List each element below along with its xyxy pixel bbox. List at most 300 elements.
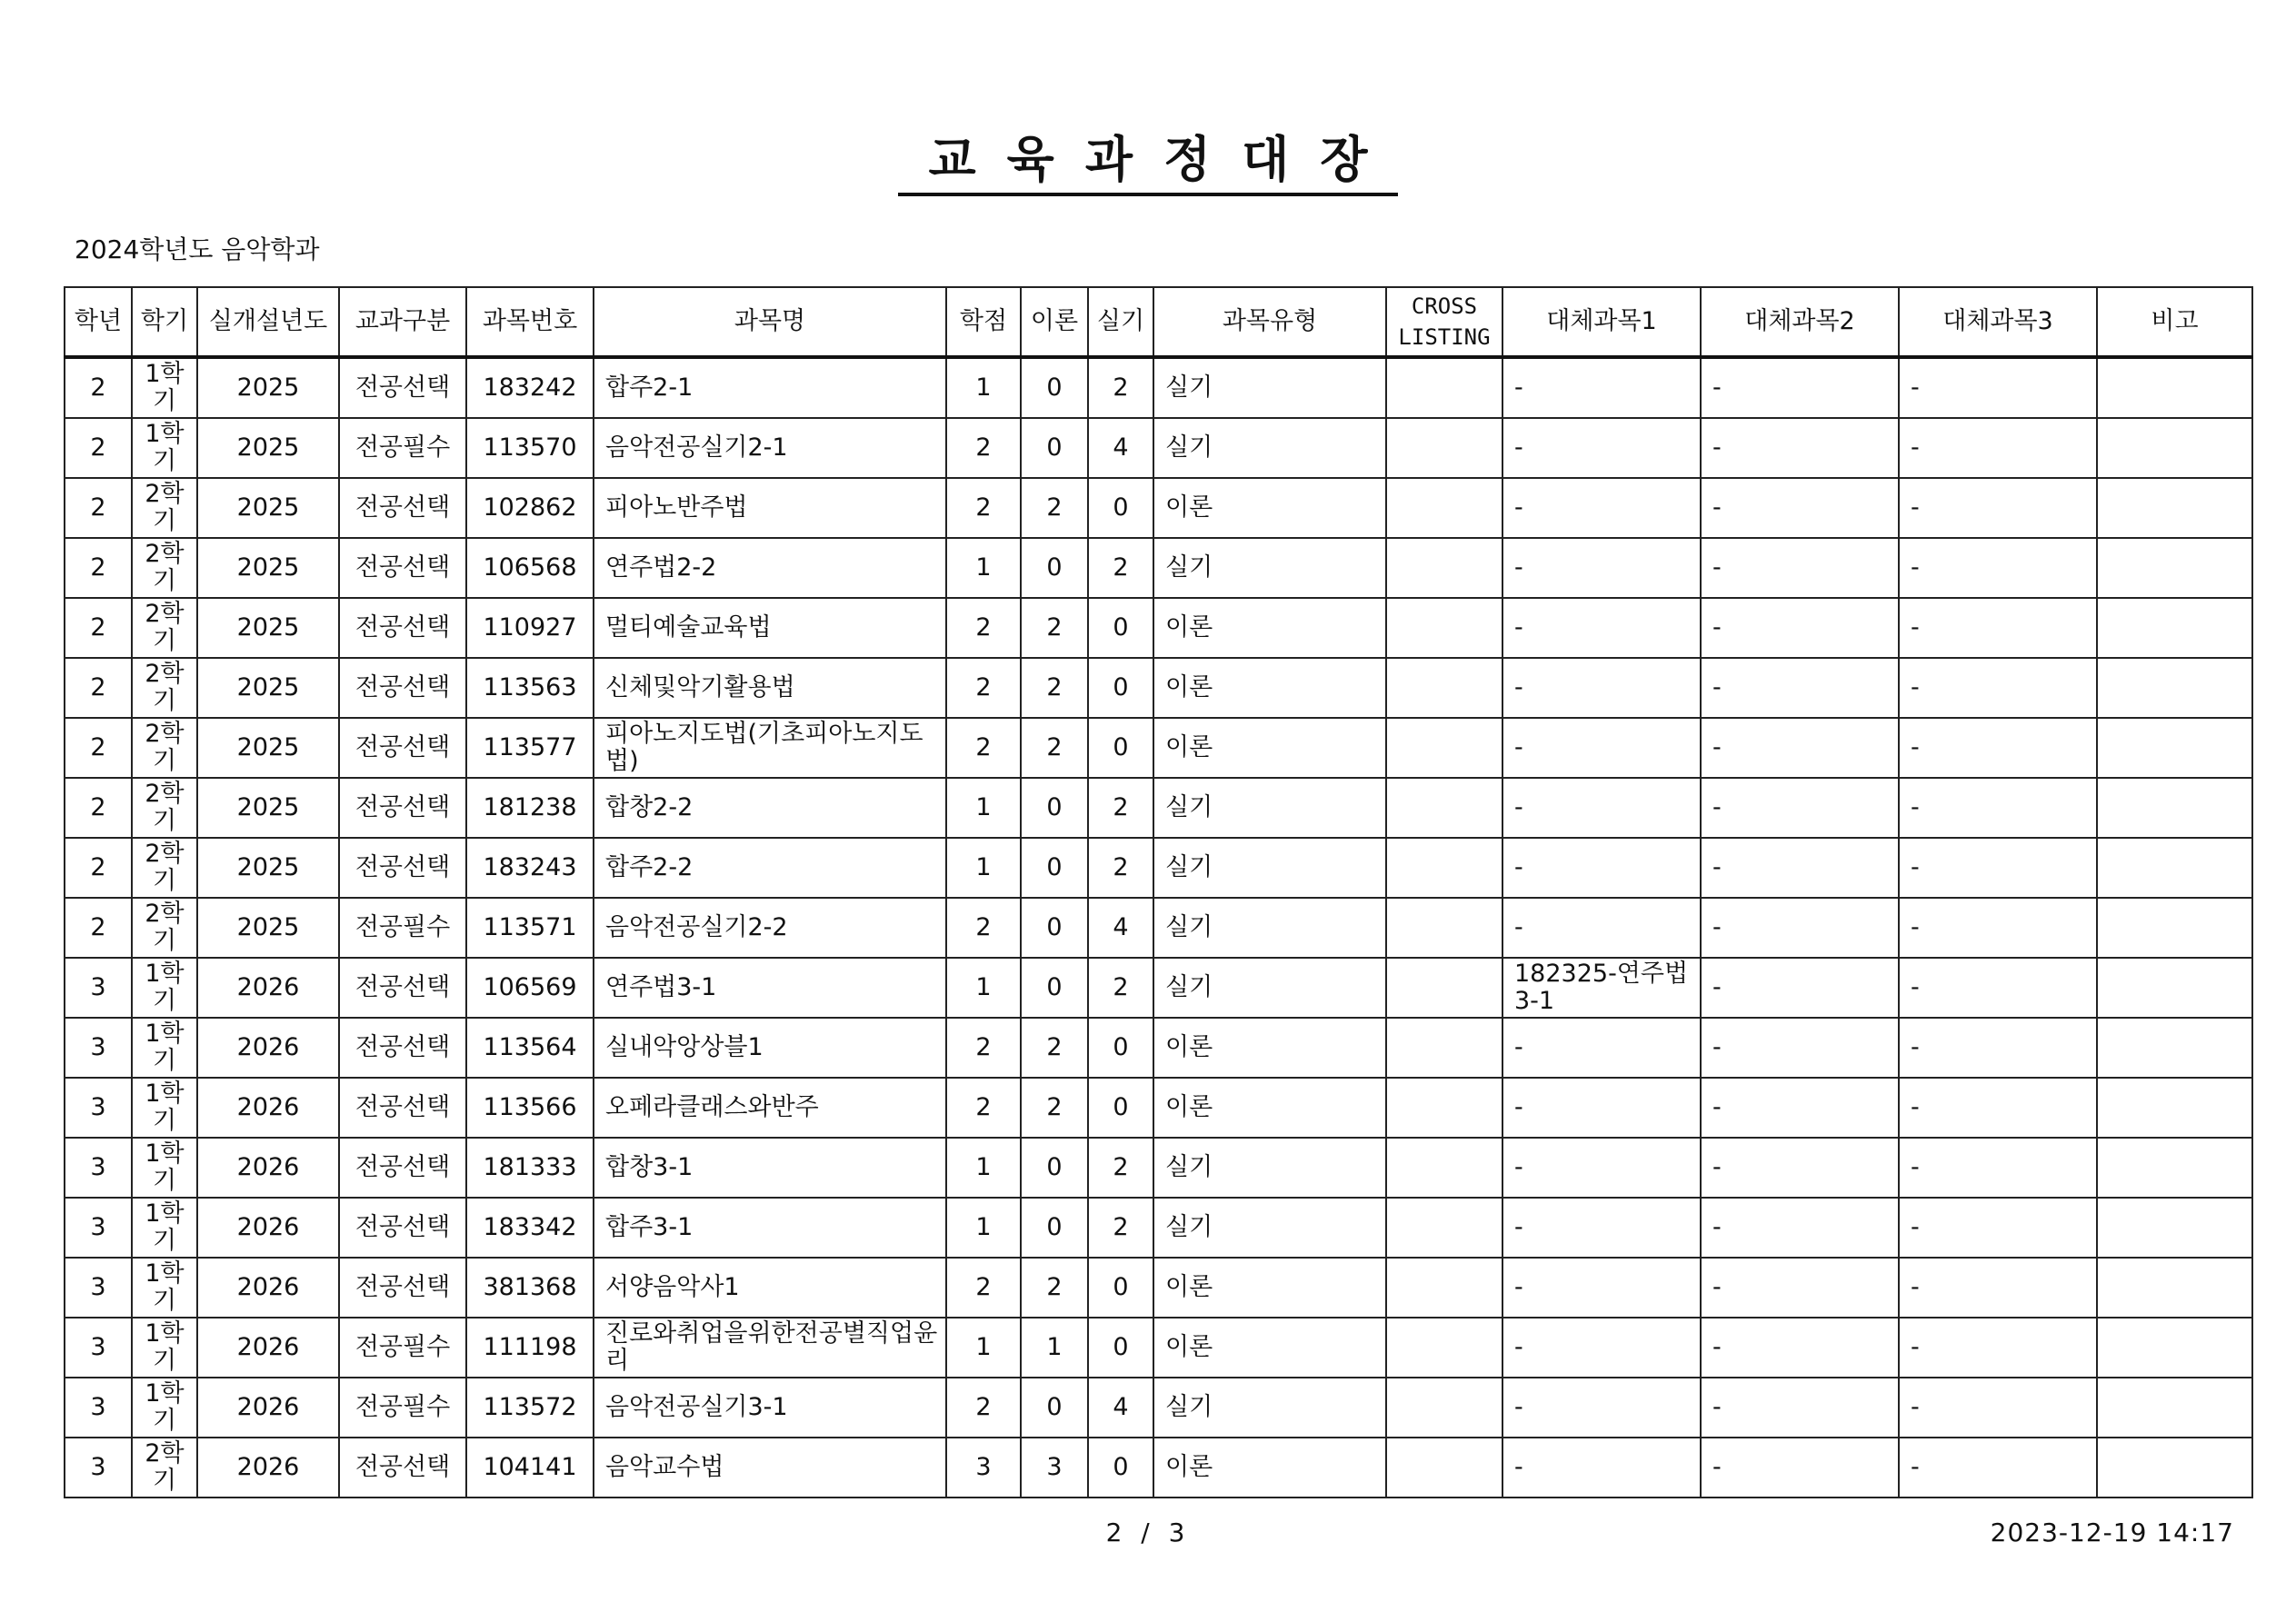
cross-listing-cell bbox=[1386, 1438, 1502, 1498]
course-type-cell: 실기 bbox=[1153, 778, 1386, 838]
credit-cell: 1 bbox=[946, 1138, 1021, 1198]
course-name-cell: 합창2-2 bbox=[594, 778, 946, 838]
theory-cell: 2 bbox=[1021, 658, 1088, 718]
semester-cell: 2학기 bbox=[132, 598, 197, 658]
course-number-cell: 113577 bbox=[466, 718, 594, 778]
semester-cell: 1학기 bbox=[132, 1378, 197, 1438]
course-type-cell: 실기 bbox=[1153, 958, 1386, 1018]
course-name-cell: 음악교수법 bbox=[594, 1438, 946, 1498]
course-name-cell: 음악전공실기2-1 bbox=[594, 418, 946, 478]
theory-cell: 0 bbox=[1021, 838, 1088, 898]
remarks-cell bbox=[2097, 658, 2252, 718]
course-name-cell: 음악전공실기2-2 bbox=[594, 898, 946, 958]
open-year-cell: 2026 bbox=[197, 1258, 339, 1318]
course-number-cell: 113563 bbox=[466, 658, 594, 718]
course-number-cell: 106568 bbox=[466, 538, 594, 598]
course-name-cell: 실내악앙상블1 bbox=[594, 1018, 946, 1078]
theory-cell: 0 bbox=[1021, 357, 1088, 418]
semester-cell: 2학기 bbox=[132, 718, 197, 778]
table-row bbox=[65, 838, 2252, 898]
remarks-cell bbox=[2097, 478, 2252, 538]
substitute-course-1-cell: - bbox=[1502, 478, 1701, 538]
table-row bbox=[65, 898, 2252, 958]
substitute-course-3-cell: - bbox=[1899, 357, 2097, 418]
practice-cell: 2 bbox=[1088, 357, 1153, 418]
course-number-cell: 111198 bbox=[466, 1318, 594, 1378]
cross-listing-cell bbox=[1386, 357, 1502, 418]
cross-listing-cell bbox=[1386, 1138, 1502, 1198]
theory-cell: 0 bbox=[1021, 418, 1088, 478]
substitute-course-3-cell: - bbox=[1899, 538, 2097, 598]
credit-cell: 2 bbox=[946, 598, 1021, 658]
grade-cell: 3 bbox=[65, 1138, 132, 1198]
grade-cell: 2 bbox=[65, 718, 132, 778]
theory-cell: 0 bbox=[1021, 1198, 1088, 1258]
open-year-cell: 2025 bbox=[197, 838, 339, 898]
substitute-course-1-cell: - bbox=[1502, 1018, 1701, 1078]
course-name-cell: 연주법3-1 bbox=[594, 958, 946, 1018]
course-category-cell: 전공선택 bbox=[339, 778, 466, 838]
substitute-course-2-cell: - bbox=[1701, 418, 1899, 478]
theory-cell: 0 bbox=[1021, 1378, 1088, 1438]
practice-cell: 2 bbox=[1088, 1138, 1153, 1198]
course-category-cell: 전공선택 bbox=[339, 598, 466, 658]
credit-cell: 2 bbox=[946, 1018, 1021, 1078]
grade-cell: 3 bbox=[65, 1438, 132, 1498]
semester-cell: 2학기 bbox=[132, 1438, 197, 1498]
table-body bbox=[65, 357, 2252, 1498]
substitute-course-2-cell: - bbox=[1701, 1078, 1899, 1138]
practice-cell: 4 bbox=[1088, 898, 1153, 958]
table-row bbox=[65, 658, 2252, 718]
table-row bbox=[65, 478, 2252, 538]
table-row bbox=[65, 418, 2252, 478]
substitute-course-3-cell: - bbox=[1899, 1318, 2097, 1378]
course-name-cell: 피아노지도법(기초피아노지도법) bbox=[594, 718, 946, 778]
course-category-cell: 전공선택 bbox=[339, 1258, 466, 1318]
course-number-cell: 183243 bbox=[466, 838, 594, 898]
course-type-cell: 이론 bbox=[1153, 1018, 1386, 1078]
credit-cell: 1 bbox=[946, 838, 1021, 898]
grade-cell: 2 bbox=[65, 598, 132, 658]
course-number-cell: 113566 bbox=[466, 1078, 594, 1138]
grade-cell: 2 bbox=[65, 898, 132, 958]
grade-cell: 3 bbox=[65, 1198, 132, 1258]
cross-listing-cell bbox=[1386, 418, 1502, 478]
substitute-course-1-cell: - bbox=[1502, 357, 1701, 418]
remarks-cell bbox=[2097, 357, 2252, 418]
course-category-cell: 전공선택 bbox=[339, 357, 466, 418]
substitute-course-3-cell: - bbox=[1899, 658, 2097, 718]
course-number-cell: 181238 bbox=[466, 778, 594, 838]
course-category-cell: 전공선택 bbox=[339, 1138, 466, 1198]
curriculum-table bbox=[64, 286, 2253, 1498]
theory-cell: 1 bbox=[1021, 1318, 1088, 1378]
table-row bbox=[65, 538, 2252, 598]
practice-cell: 2 bbox=[1088, 1198, 1153, 1258]
substitute-course-3-cell: - bbox=[1899, 598, 2097, 658]
substitute-course-3-cell: - bbox=[1899, 1378, 2097, 1438]
substitute-course-1-cell: - bbox=[1502, 718, 1701, 778]
substitute-course-3-cell: - bbox=[1899, 1438, 2097, 1498]
substitute-course-2-cell: - bbox=[1701, 1258, 1899, 1318]
substitute-course-1-cell: - bbox=[1502, 538, 1701, 598]
practice-cell: 0 bbox=[1088, 1258, 1153, 1318]
practice-cell: 0 bbox=[1088, 478, 1153, 538]
course-category-cell: 전공필수 bbox=[339, 1318, 466, 1378]
theory-cell: 2 bbox=[1021, 1258, 1088, 1318]
practice-cell: 0 bbox=[1088, 1078, 1153, 1138]
substitute-course-2-cell: - bbox=[1701, 718, 1899, 778]
substitute-course-3-cell: - bbox=[1899, 778, 2097, 838]
course-name-cell: 신체및악기활용법 bbox=[594, 658, 946, 718]
cross-listing-cell bbox=[1386, 778, 1502, 838]
credit-cell: 2 bbox=[946, 1378, 1021, 1438]
semester-cell: 1학기 bbox=[132, 1138, 197, 1198]
cross-listing-cell bbox=[1386, 1078, 1502, 1138]
substitute-course-2-cell: - bbox=[1701, 658, 1899, 718]
grade-cell: 2 bbox=[65, 538, 132, 598]
practice-cell: 0 bbox=[1088, 598, 1153, 658]
substitute-course-1-cell: - bbox=[1502, 598, 1701, 658]
practice-cell: 0 bbox=[1088, 1438, 1153, 1498]
credit-cell: 2 bbox=[946, 418, 1021, 478]
credit-cell: 2 bbox=[946, 898, 1021, 958]
course-name-cell: 서양음악사1 bbox=[594, 1258, 946, 1318]
remarks-cell bbox=[2097, 958, 2252, 1018]
header-cell: 학기 bbox=[132, 287, 197, 357]
header-row bbox=[65, 287, 2252, 357]
semester-cell: 1학기 bbox=[132, 1078, 197, 1138]
header-cell: 이론 bbox=[1021, 287, 1088, 357]
practice-cell: 0 bbox=[1088, 658, 1153, 718]
document-title: 교육과정대장 bbox=[898, 127, 1399, 196]
substitute-course-1-cell: - bbox=[1502, 1198, 1701, 1258]
semester-cell: 1학기 bbox=[132, 418, 197, 478]
grade-cell: 3 bbox=[65, 1318, 132, 1378]
course-type-cell: 실기 bbox=[1153, 1378, 1386, 1438]
document-subtitle: 2024학년도 음악학과 bbox=[75, 234, 320, 264]
substitute-course-1-cell: - bbox=[1502, 1438, 1701, 1498]
cross-listing-cell bbox=[1386, 1378, 1502, 1438]
course-category-cell: 전공선택 bbox=[339, 838, 466, 898]
credit-cell: 1 bbox=[946, 538, 1021, 598]
course-type-cell: 실기 bbox=[1153, 418, 1386, 478]
open-year-cell: 2025 bbox=[197, 898, 339, 958]
course-category-cell: 전공선택 bbox=[339, 538, 466, 598]
substitute-course-1-cell: - bbox=[1502, 418, 1701, 478]
credit-cell: 2 bbox=[946, 718, 1021, 778]
remarks-cell bbox=[2097, 598, 2252, 658]
substitute-course-2-cell: - bbox=[1701, 1378, 1899, 1438]
semester-cell: 1학기 bbox=[132, 1318, 197, 1378]
table-row bbox=[65, 1138, 2252, 1198]
header-cell: 과목번호 bbox=[466, 287, 594, 357]
course-type-cell: 이론 bbox=[1153, 1438, 1386, 1498]
practice-cell: 2 bbox=[1088, 538, 1153, 598]
course-number-cell: 102862 bbox=[466, 478, 594, 538]
cross-listing-cell bbox=[1386, 598, 1502, 658]
credit-cell: 3 bbox=[946, 1438, 1021, 1498]
theory-cell: 0 bbox=[1021, 1138, 1088, 1198]
semester-cell: 2학기 bbox=[132, 478, 197, 538]
grade-cell: 3 bbox=[65, 1078, 132, 1138]
table-row bbox=[65, 1018, 2252, 1078]
theory-cell: 2 bbox=[1021, 478, 1088, 538]
course-number-cell: 183342 bbox=[466, 1198, 594, 1258]
credit-cell: 2 bbox=[946, 1078, 1021, 1138]
cross-listing-cell bbox=[1386, 838, 1502, 898]
table-row bbox=[65, 778, 2252, 838]
course-name-cell: 합창3-1 bbox=[594, 1138, 946, 1198]
grade-cell: 2 bbox=[65, 658, 132, 718]
header-cell: 대체과목2 bbox=[1701, 287, 1899, 357]
theory-cell: 3 bbox=[1021, 1438, 1088, 1498]
course-type-cell: 실기 bbox=[1153, 898, 1386, 958]
course-name-cell: 음악전공실기3-1 bbox=[594, 1378, 946, 1438]
grade-cell: 3 bbox=[65, 958, 132, 1018]
open-year-cell: 2025 bbox=[197, 718, 339, 778]
substitute-course-1-cell: - bbox=[1502, 778, 1701, 838]
course-name-cell: 오페라클래스와반주 bbox=[594, 1078, 946, 1138]
substitute-course-3-cell: - bbox=[1899, 958, 2097, 1018]
substitute-course-3-cell: - bbox=[1899, 898, 2097, 958]
substitute-course-3-cell: - bbox=[1899, 1018, 2097, 1078]
substitute-course-3-cell: - bbox=[1899, 1078, 2097, 1138]
course-number-cell: 104141 bbox=[466, 1438, 594, 1498]
substitute-course-2-cell: - bbox=[1701, 1018, 1899, 1078]
table-row bbox=[65, 1318, 2252, 1378]
table-row bbox=[65, 1258, 2252, 1318]
credit-cell: 2 bbox=[946, 478, 1021, 538]
substitute-course-2-cell: - bbox=[1701, 598, 1899, 658]
course-type-cell: 이론 bbox=[1153, 1258, 1386, 1318]
course-name-cell: 합주3-1 bbox=[594, 1198, 946, 1258]
substitute-course-3-cell: - bbox=[1899, 1258, 2097, 1318]
remarks-cell bbox=[2097, 718, 2252, 778]
open-year-cell: 2025 bbox=[197, 357, 339, 418]
cross-listing-cell bbox=[1386, 478, 1502, 538]
substitute-course-2-cell: - bbox=[1701, 1138, 1899, 1198]
grade-cell: 2 bbox=[65, 418, 132, 478]
credit-cell: 2 bbox=[946, 658, 1021, 718]
substitute-course-3-cell: - bbox=[1899, 1138, 2097, 1198]
semester-cell: 2학기 bbox=[132, 538, 197, 598]
substitute-course-2-cell: - bbox=[1701, 838, 1899, 898]
header-cell: 실개설년도 bbox=[197, 287, 339, 357]
table-row bbox=[65, 718, 2252, 778]
course-category-cell: 전공필수 bbox=[339, 418, 466, 478]
practice-cell: 0 bbox=[1088, 718, 1153, 778]
theory-cell: 0 bbox=[1021, 898, 1088, 958]
grade-cell: 2 bbox=[65, 478, 132, 538]
open-year-cell: 2026 bbox=[197, 1438, 339, 1498]
course-number-cell: 113564 bbox=[466, 1018, 594, 1078]
header-cell: 과목명 bbox=[594, 287, 946, 357]
course-number-cell: 183242 bbox=[466, 357, 594, 418]
header-cell: 대체과목1 bbox=[1502, 287, 1701, 357]
page-number: 2 / 3 bbox=[1105, 1518, 1191, 1547]
open-year-cell: 2025 bbox=[197, 418, 339, 478]
table-row bbox=[65, 958, 2252, 1018]
open-year-cell: 2026 bbox=[197, 1378, 339, 1438]
grade-cell: 3 bbox=[65, 1378, 132, 1438]
remarks-cell bbox=[2097, 1318, 2252, 1378]
course-type-cell: 실기 bbox=[1153, 1138, 1386, 1198]
table-row bbox=[65, 1198, 2252, 1258]
open-year-cell: 2025 bbox=[197, 478, 339, 538]
open-year-cell: 2025 bbox=[197, 778, 339, 838]
cross-listing-cell bbox=[1386, 898, 1502, 958]
grade-cell: 3 bbox=[65, 1258, 132, 1318]
credit-cell: 1 bbox=[946, 1318, 1021, 1378]
practice-cell: 2 bbox=[1088, 838, 1153, 898]
header-cell: 대체과목3 bbox=[1899, 287, 2097, 357]
course-number-cell: 113572 bbox=[466, 1378, 594, 1438]
course-number-cell: 113571 bbox=[466, 898, 594, 958]
open-year-cell: 2026 bbox=[197, 1198, 339, 1258]
course-category-cell: 전공필수 bbox=[339, 1378, 466, 1438]
open-year-cell: 2026 bbox=[197, 1318, 339, 1378]
practice-cell: 4 bbox=[1088, 418, 1153, 478]
theory-cell: 0 bbox=[1021, 778, 1088, 838]
course-number-cell: 381368 bbox=[466, 1258, 594, 1318]
credit-cell: 2 bbox=[946, 1258, 1021, 1318]
theory-cell: 0 bbox=[1021, 538, 1088, 598]
credit-cell: 1 bbox=[946, 958, 1021, 1018]
substitute-course-3-cell: - bbox=[1899, 478, 2097, 538]
cross-listing-cell bbox=[1386, 1258, 1502, 1318]
course-category-cell: 전공선택 bbox=[339, 658, 466, 718]
substitute-course-1-cell: 182325-연주법3-1 bbox=[1502, 958, 1701, 1018]
remarks-cell bbox=[2097, 1018, 2252, 1078]
substitute-course-3-cell: - bbox=[1899, 838, 2097, 898]
course-type-cell: 실기 bbox=[1153, 538, 1386, 598]
substitute-course-1-cell: - bbox=[1502, 1378, 1701, 1438]
course-category-cell: 전공선택 bbox=[339, 718, 466, 778]
table-row bbox=[65, 598, 2252, 658]
remarks-cell bbox=[2097, 838, 2252, 898]
remarks-cell bbox=[2097, 538, 2252, 598]
remarks-cell bbox=[2097, 1138, 2252, 1198]
substitute-course-3-cell: - bbox=[1899, 418, 2097, 478]
substitute-course-2-cell: - bbox=[1701, 538, 1899, 598]
practice-cell: 0 bbox=[1088, 1018, 1153, 1078]
cross-listing-cell bbox=[1386, 658, 1502, 718]
substitute-course-2-cell: - bbox=[1701, 478, 1899, 538]
substitute-course-1-cell: - bbox=[1502, 1138, 1701, 1198]
open-year-cell: 2025 bbox=[197, 658, 339, 718]
remarks-cell bbox=[2097, 1078, 2252, 1138]
course-category-cell: 전공선택 bbox=[339, 1018, 466, 1078]
course-number-cell: 106569 bbox=[466, 958, 594, 1018]
document-title-wrap bbox=[0, 127, 2296, 196]
course-type-cell: 실기 bbox=[1153, 1198, 1386, 1258]
substitute-course-1-cell: - bbox=[1502, 1258, 1701, 1318]
table-row bbox=[65, 1378, 2252, 1438]
course-number-cell: 113570 bbox=[466, 418, 594, 478]
print-timestamp: 2023-12-19 14:17 bbox=[1990, 1518, 2234, 1547]
open-year-cell: 2026 bbox=[197, 1018, 339, 1078]
credit-cell: 1 bbox=[946, 357, 1021, 418]
course-type-cell: 이론 bbox=[1153, 478, 1386, 538]
open-year-cell: 2026 bbox=[197, 1078, 339, 1138]
cross-listing-cell bbox=[1386, 958, 1502, 1018]
remarks-cell bbox=[2097, 778, 2252, 838]
grade-cell: 2 bbox=[65, 778, 132, 838]
course-type-cell: 이론 bbox=[1153, 658, 1386, 718]
remarks-cell bbox=[2097, 1258, 2252, 1318]
substitute-course-1-cell: - bbox=[1502, 658, 1701, 718]
course-name-cell: 연주법2-2 bbox=[594, 538, 946, 598]
cross-listing-cell bbox=[1386, 538, 1502, 598]
substitute-course-2-cell: - bbox=[1701, 1198, 1899, 1258]
semester-cell: 1학기 bbox=[132, 357, 197, 418]
course-category-cell: 전공필수 bbox=[339, 898, 466, 958]
header-cell: 학점 bbox=[946, 287, 1021, 357]
semester-cell: 2학기 bbox=[132, 838, 197, 898]
table-row bbox=[65, 1438, 2252, 1498]
practice-cell: 0 bbox=[1088, 1318, 1153, 1378]
theory-cell: 0 bbox=[1021, 958, 1088, 1018]
course-name-cell: 합주2-1 bbox=[594, 357, 946, 418]
course-category-cell: 전공선택 bbox=[339, 478, 466, 538]
substitute-course-3-cell: - bbox=[1899, 1198, 2097, 1258]
grade-cell: 3 bbox=[65, 1018, 132, 1078]
substitute-course-2-cell: - bbox=[1701, 958, 1899, 1018]
cross-listing-cell bbox=[1386, 1018, 1502, 1078]
remarks-cell bbox=[2097, 418, 2252, 478]
course-category-cell: 전공선택 bbox=[339, 1078, 466, 1138]
practice-cell: 2 bbox=[1088, 958, 1153, 1018]
open-year-cell: 2025 bbox=[197, 598, 339, 658]
course-name-cell: 합주2-2 bbox=[594, 838, 946, 898]
cross-listing-cell bbox=[1386, 718, 1502, 778]
course-category-cell: 전공선택 bbox=[339, 1198, 466, 1258]
course-name-cell: 피아노반주법 bbox=[594, 478, 946, 538]
header-cell: 학년 bbox=[65, 287, 132, 357]
practice-cell: 2 bbox=[1088, 778, 1153, 838]
remarks-cell bbox=[2097, 1378, 2252, 1438]
substitute-course-2-cell: - bbox=[1701, 357, 1899, 418]
open-year-cell: 2026 bbox=[197, 1138, 339, 1198]
table-row bbox=[65, 357, 2252, 418]
credit-cell: 1 bbox=[946, 778, 1021, 838]
substitute-course-2-cell: - bbox=[1701, 1438, 1899, 1498]
course-type-cell: 이론 bbox=[1153, 1318, 1386, 1378]
substitute-course-1-cell: - bbox=[1502, 1078, 1701, 1138]
course-type-cell: 실기 bbox=[1153, 357, 1386, 418]
semester-cell: 2학기 bbox=[132, 778, 197, 838]
cross-listing-cell bbox=[1386, 1318, 1502, 1378]
header-cell: 교과구분 bbox=[339, 287, 466, 357]
course-type-cell: 이론 bbox=[1153, 718, 1386, 778]
semester-cell: 1학기 bbox=[132, 958, 197, 1018]
open-year-cell: 2025 bbox=[197, 538, 339, 598]
substitute-course-1-cell: - bbox=[1502, 1318, 1701, 1378]
course-type-cell: 이론 bbox=[1153, 598, 1386, 658]
cross-listing-cell bbox=[1386, 1198, 1502, 1258]
substitute-course-1-cell: - bbox=[1502, 838, 1701, 898]
substitute-course-2-cell: - bbox=[1701, 898, 1899, 958]
open-year-cell: 2026 bbox=[197, 958, 339, 1018]
semester-cell: 1학기 bbox=[132, 1198, 197, 1258]
course-category-cell: 전공선택 bbox=[339, 1438, 466, 1498]
grade-cell: 2 bbox=[65, 357, 132, 418]
theory-cell: 2 bbox=[1021, 1018, 1088, 1078]
table-row bbox=[65, 1078, 2252, 1138]
theory-cell: 2 bbox=[1021, 1078, 1088, 1138]
